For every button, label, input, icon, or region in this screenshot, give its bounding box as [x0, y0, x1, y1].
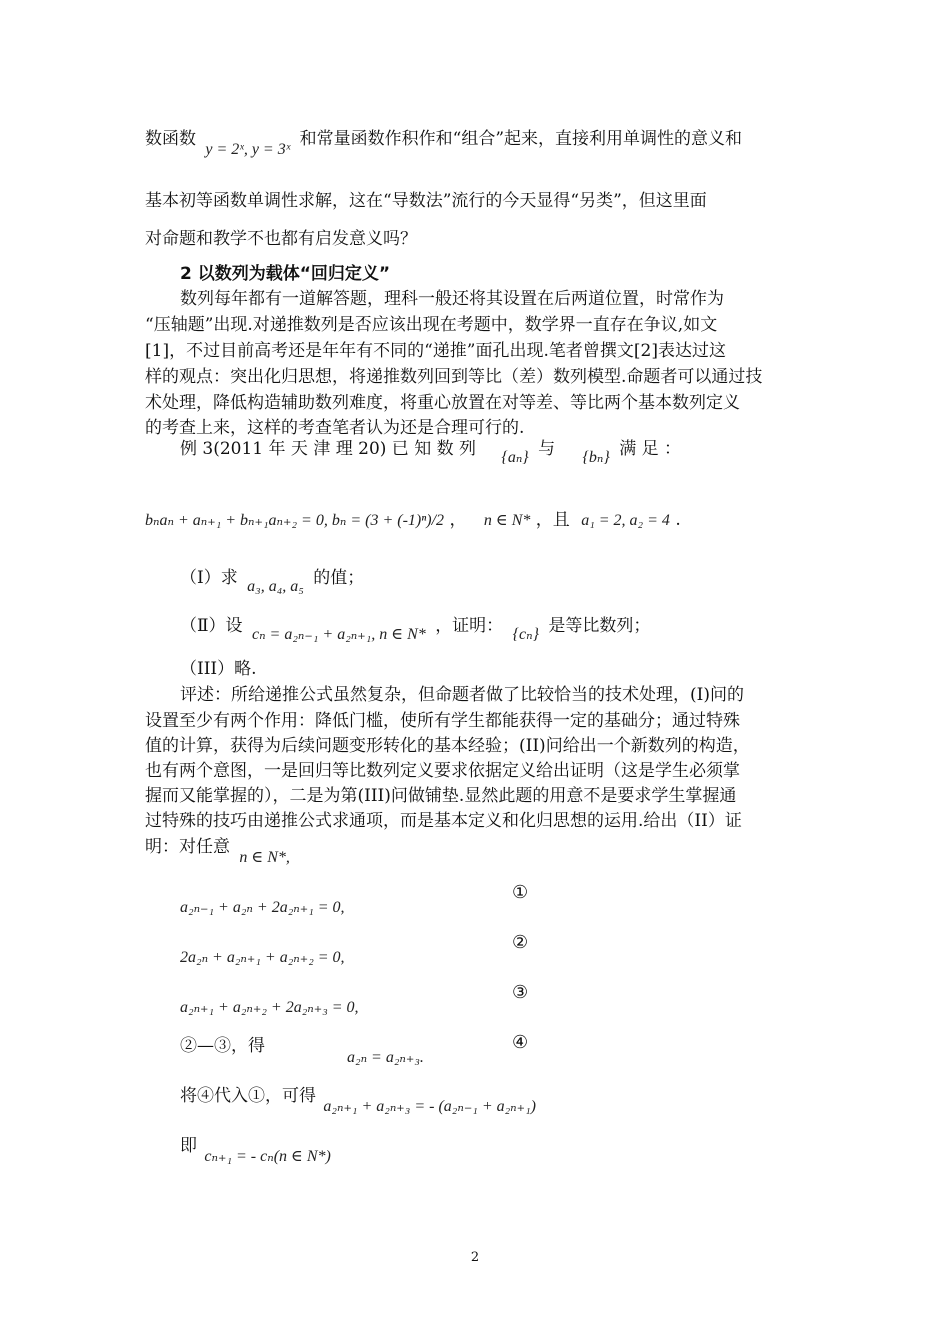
example-line — [180, 437, 682, 466]
section-heading: 2 以数列为载体“回归定义” — [180, 264, 391, 284]
text: 数函数 — [145, 129, 196, 149]
equation-marker: ② — [512, 932, 529, 953]
formula: {aₙ} — [501, 449, 529, 466]
formula: a₃, a₄, a₅ — [247, 578, 304, 595]
equation-4: a₂ₙ = a₂ₙ₊₃. — [347, 1049, 424, 1066]
text-line — [145, 835, 290, 866]
text-line: 的考查上来，这样的考查笔者认为还是合理可行的. — [145, 418, 525, 438]
equation-2: 2a₂ₙ + a₂ₙ₊₁ + a₂ₙ₊₂ = 0, — [180, 949, 345, 966]
text: 明：对任意 — [145, 837, 230, 857]
text: 满 足 ： — [619, 439, 682, 459]
formula: n ∈ N* — [483, 512, 531, 529]
text-line: 对命题和教学不也都有启发意义吗？ — [145, 229, 417, 249]
text-line: 数列每年都有一道解答题，理科一般还将其设置在后两道位置，时常作为 — [180, 289, 724, 309]
formula-line — [145, 508, 681, 533]
text: . — [675, 510, 681, 530]
text: ，且 — [535, 510, 570, 530]
formula: a₁ = 2, a₂ = 4 — [581, 512, 670, 529]
text-line: 样的观点：突出化归思想，将递推数列回到等比（差）数列模型.命题者可以通过技 — [145, 367, 763, 387]
formula: a₂ₙ₊₁ + a₂ₙ₊₃ = - (a₂ₙ₋₁ + a₂ₙ₊₁) — [323, 1098, 536, 1115]
question-1 — [180, 566, 365, 595]
text-line: 也有两个意图，一是回归等比数列定义要求依据定义给出证明（这是学生必须掌 — [145, 761, 740, 781]
text: ②—③，得 — [180, 1036, 265, 1056]
text-line: 值的计算，获得为后续问题变形转化的基本经验；(II)问给出一个新数列的构造， — [145, 736, 750, 756]
text-line: 基本初等函数单调性求解，这在“导数法”流行的今天显得“另类”，但这里面 — [145, 191, 707, 211]
text-line: 术处理，降低构造辅助数列难度，将重心放置在对等差、等比两个基本数列定义 — [145, 393, 740, 413]
text-line: 评述：所给递推公式虽然复杂，但命题者做了比较恰当的技术处理，(I)问的 — [180, 685, 744, 705]
text: 即 — [180, 1136, 197, 1156]
equation-1: a₂ₙ₋₁ + a₂ₙ + 2a₂ₙ₊₁ = 0, — [180, 899, 345, 916]
page-number: 2 — [470, 1250, 480, 1265]
text: 的值； — [313, 568, 365, 588]
formula: {bₙ} — [582, 449, 610, 466]
derivation-line — [180, 1084, 536, 1115]
formula: bₙaₙ + aₙ₊₁ + bₙ₊₁aₙ₊₂ = 0, bₙ = (3 + (-1)ⁿ)/2 — [145, 512, 445, 529]
text-line: 设置至少有两个作用：降低门槛，使所有学生都能获得一定的基础分；通过特殊 — [145, 711, 740, 731]
text-line: 过特殊的技巧由递推公式求通项，而是基本定义和化归思想的运用.给出（II）证 — [145, 811, 742, 831]
text: 和常量函数作积作和“组合”起来，直接利用单调性的意义和 — [299, 129, 743, 149]
text-line: 握而又能掌握的），二是为第(III)问做铺垫.显然此题的用意不是要求学生掌握通 — [145, 786, 737, 806]
derivation-line — [180, 1134, 331, 1165]
example-label: 例 3(2011 年 天 津 理 20) 已 知 数 列 — [180, 439, 477, 459]
text: 与 — [538, 439, 556, 459]
formula: {cₙ} — [512, 626, 539, 643]
text-line — [145, 127, 743, 158]
text: 是等比数列； — [548, 616, 651, 636]
text: （Ⅰ）求 — [180, 568, 238, 588]
text: ， — [449, 510, 467, 530]
text-line: “压轴题”出现.对递推数列是否应该出现在考题中，数学界一直存在争议,如文 — [145, 315, 718, 335]
equation-marker: ④ — [512, 1032, 529, 1053]
formula: n ∈ N*, — [239, 849, 290, 866]
formula: cₙ = a₂ₙ₋₁ + a₂ₙ₊₁, n ∈ N* — [251, 626, 426, 643]
equation-3: a₂ₙ₊₁ + a₂ₙ₊₂ + 2a₂ₙ₊₃ = 0, — [180, 999, 359, 1016]
question-3: （III）略. — [180, 659, 257, 679]
text: （Ⅱ）设 — [180, 616, 243, 636]
equation-marker: ① — [512, 882, 529, 903]
text: ，证明： — [435, 616, 504, 636]
equation-marker: ③ — [512, 982, 529, 1003]
question-2 — [180, 614, 651, 643]
formula: y = 2ˣ, y = 3ˣ — [205, 141, 291, 158]
text-line: [1]，不过目前高考还是年年有不同的“递推”面孔出现.笔者曾撰文[2]表达过这 — [145, 341, 726, 361]
formula: cₙ₊₁ = - cₙ(n ∈ N*) — [204, 1148, 331, 1165]
text: 将④代入①，可得 — [180, 1086, 316, 1106]
